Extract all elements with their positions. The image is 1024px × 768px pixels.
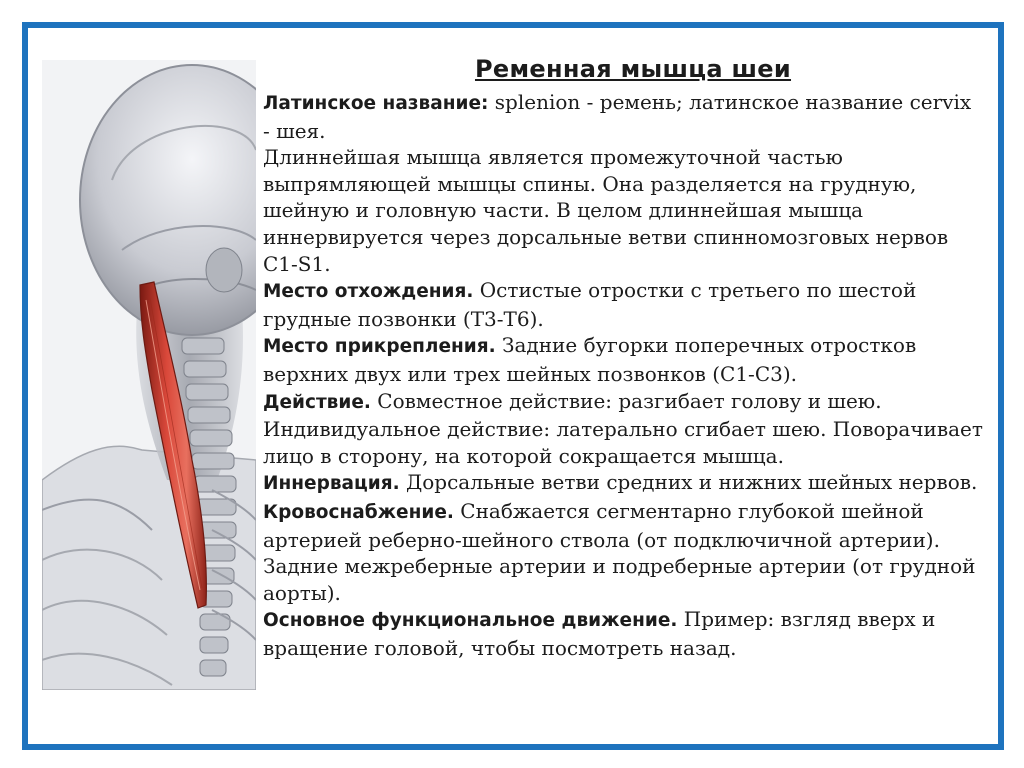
section-label: Место отхождения. bbox=[263, 281, 474, 303]
section-text: Совместное действие: разгибает голову и шею. Индивидуальное действие: латерально сгибает шею. Поворачивает лицо в сторону, на которой сокращается мышца. bbox=[263, 388, 983, 468]
section-label: Иннервация. bbox=[263, 473, 400, 495]
section-text: splenion - ремень; латинское название cervix - шея. bbox=[263, 90, 972, 143]
section-label: Место прикрепления. bbox=[263, 336, 496, 358]
section-innervation bbox=[263, 469, 983, 498]
anatomy-illustration bbox=[42, 60, 256, 690]
slide-title: Ременная мышца шеи bbox=[474, 55, 792, 83]
section-description bbox=[263, 144, 983, 277]
section-blood-supply bbox=[263, 498, 983, 606]
section-functional-movement bbox=[263, 606, 983, 661]
section-insertion bbox=[263, 332, 983, 387]
section-label: Кровоснабжение. bbox=[263, 501, 454, 523]
section-text: Снабжается сегментарно глубокой шейной артерией реберно-шейного ствола (от подключичной артерии). Задние межреберные артерии и подреберные артерии (от грудной аорты). bbox=[263, 498, 976, 605]
section-label: Латинское название: bbox=[263, 93, 489, 114]
section-text: Дорсальные ветви средних и нижних шейных нервов. bbox=[399, 470, 978, 495]
section-origin bbox=[263, 277, 983, 332]
section-label: Действие. bbox=[263, 391, 371, 413]
section-text: Задние бугорки поперечных отростков верхних двух или трех шейных позвонков (С1-С3). bbox=[263, 333, 917, 386]
section-text: Длиннейшая мышца является промежуточной частью выпрямляющей мышцы спины. Она разделяется на грудную, шейную и головную части. В целом длиннейшая мышца иннервируется через дорсальные ветви спинномозговых нервов С1-S1. bbox=[263, 145, 949, 276]
section-label: Основное функциональное движение. bbox=[263, 610, 678, 632]
section-text: Остистые отростки с третьего по шестой грудные позвонки (Т3-Т6). bbox=[263, 278, 917, 331]
sections bbox=[263, 89, 983, 661]
content-text bbox=[263, 55, 983, 661]
neck-anatomy-image bbox=[42, 60, 256, 690]
section-text: Пример: взгляд вверх и вращение головой, чтобы посмотреть назад. bbox=[263, 607, 936, 660]
section-action bbox=[263, 388, 983, 470]
section-latin-name bbox=[263, 89, 983, 144]
